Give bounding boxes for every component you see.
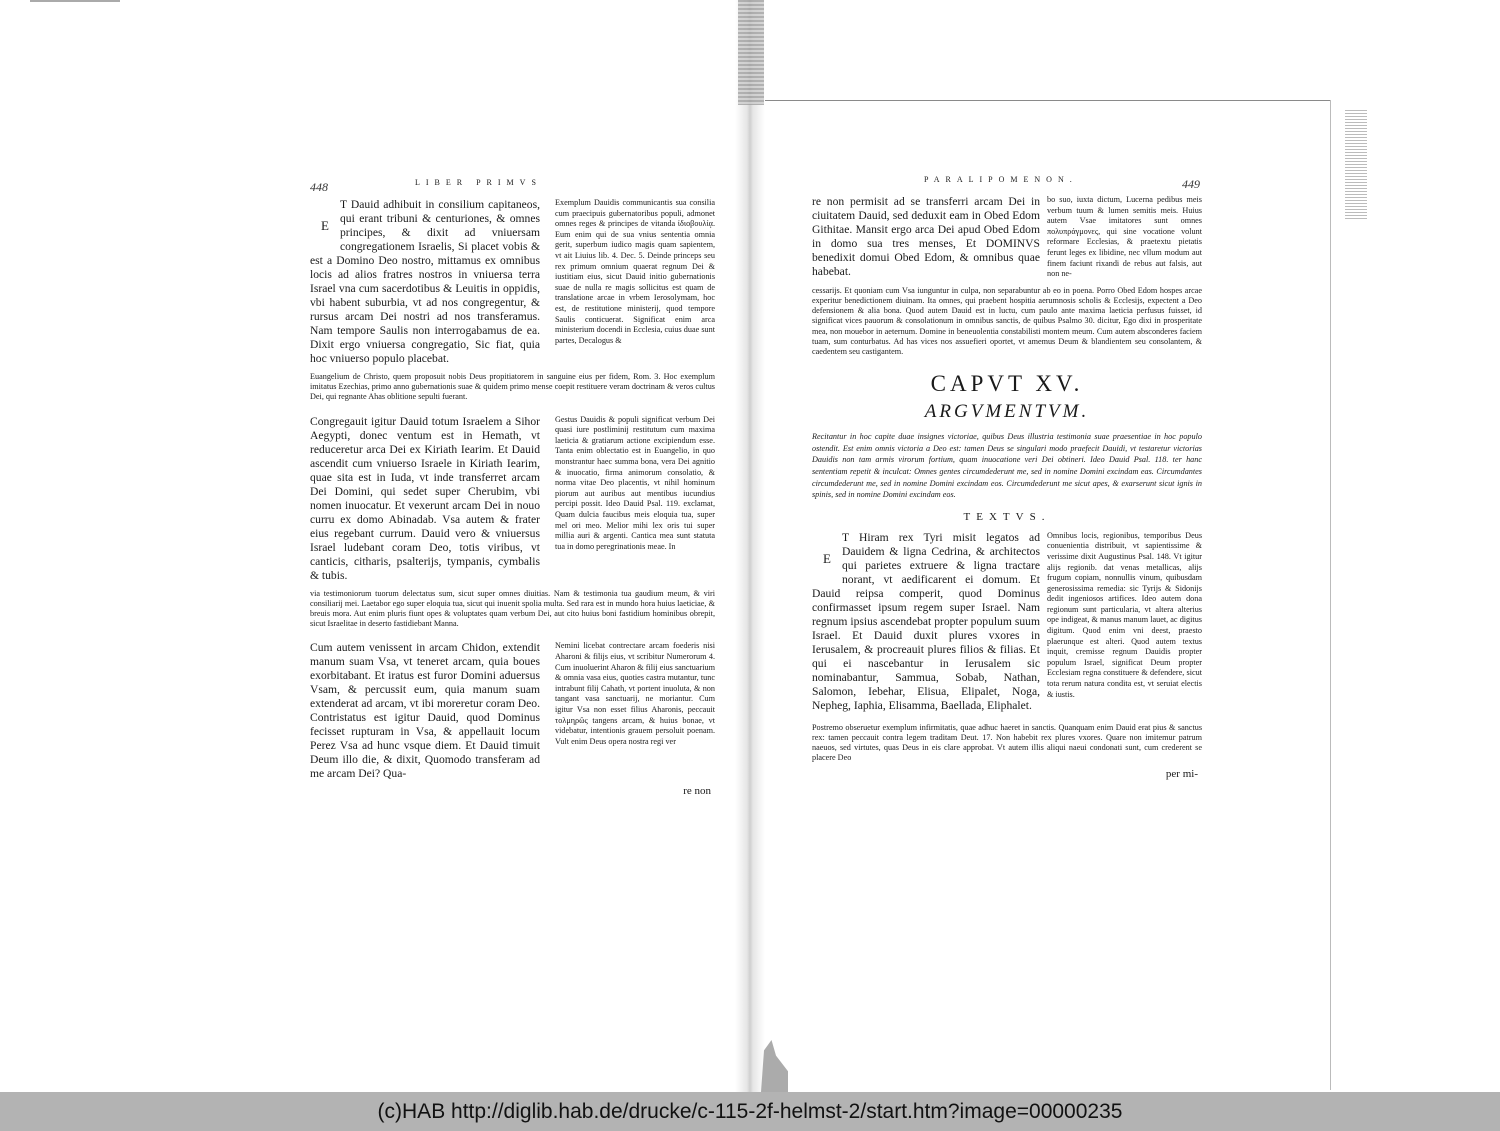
left-block-1-main-text: [310, 198, 540, 366]
copyright-footer: [0, 1092, 1500, 1131]
left-block-3-main: Cum autem venissent in arcam Chidon, extendit manum suam Vsa, vt teneret arcam, quia boues exorbitabant. Et iratus est furor Domini aduersus Vsam, & percussit eum, quia manum suam extenderat ad arcam, vt ibi moreretur coram Deo. Contristatus est igitur Dauid, quod Dominus fecisset rupturam in Vsa, & appellauit locum Perez Vsa ad hunc vsque diem. Et Dauid timuit Deum illo die, & dixit, Quomodo transferam ad me arcam Dei? Qua-: [310, 641, 540, 781]
right-running-head: [812, 175, 1202, 189]
argumentum-text: Recitantur in hoc capite duae insignes victoriae, quibus Deus illustria testimonia suae praesentiae in hoc populo ostendit. Est enim omnis victoria a Deo est: tamen Deus se singulari modo praefecit Dauidi, vt testaretur victorias Dauidis non tam armis virorum fortium, quam inuocatione veri Dei obtineri. Ideo Dauid Psal. 118. ter hanc sententiam repetit & inculcat: Omnes gentes circumdederunt me, sed in nomine Domini excindam eas. Circumdantes circumdederunt me, sed in nomine Domini excindam eos. Circumdederunt me sicut apes, & exarserunt sicut ignis in spinis, sed in nomine Domini excindam eos.: [812, 432, 1202, 500]
book-gutter: [735, 0, 765, 1092]
left-block-1-main: T Dauid adhibuit in consilium capitaneos, qui erant tribuni & centuriones, & omnes principes, & dixit ad vniuersam congregationem Israelis, Si placet vobis & est a Domino Deo nostro, mittamus ex omnibus locis ad alios fratres nostros in vniuersa terra Israel vna cum sacerdotibus & Leuitis in oppidis, vbi habent suburbia, vt ad nos congregentur, & rursus arcam Dei nostri ad nos transferamus. Nam tempore Saulis non interrogabamus de ea. Dixit ergo vniuersa congregatio, Sic fiat, quia hoc vniuerso populo placebat.: [310, 198, 540, 365]
left-block-2-commentary: Gestus Dauidis & populi significat verbum Dei quasi iure postliminij restitutum cum maxima laeticia & gratiarum actione excipiendum esse. Tanta enim oblectatio est in Euangelio, in quo monstrantur haec summa bona, vera Dei agnitio & inuocatio, firma animorum consolatio, & norma vitae Deo placentis, vt nihil hominum piorum aut auribus aut mentibus iucundius percipi possit. Ideo Dauid Psal. 119. exclamat, Quam dulcia faucibus meis eloquia tua, super mel ori meo. Melior mihi lex oris tui super millia auri & argenti. Cantica mea sunt statuta tua in domo peregrinationis meae. In: [555, 414, 715, 551]
copyright-url-text: (c)HAB http://diglib.hab.de/drucke/c-115-2f-helmst-2/start.htm?image=00000235: [377, 1099, 1123, 1123]
right-block-1: [812, 195, 1202, 280]
left-block-1-commentary-continued: Euangelium de Christo, quem proposuit nobis Deus propitiatorem in sanguine eius per fidem, Rom. 3. Hoc exemplum imitatus Ezechias, primo anno gubernationis suae & quidem primo mense coepit restituere veram doctrinam & veros cultus Dei, qui regnante Ahas oblitione sepulti fuerant.: [310, 372, 715, 402]
right-block-2-main-text: [812, 531, 1040, 713]
left-block-2-commentary-continued: via testimoniorum tuorum delectatus sum, sicut super omnes diuitias. Nam & testimonia tua gaudium meum, & viri consiliarij mei. Laetabor ego super eloquia tua, sicut qui inuenit spolia multa. Sed rara est in mundo hora huius laeticiae, & breuis mora. Aut enim pluris fiunt opes & voluptates quam verbum Dei, aut cito huius boni fastidium hominibus obrepit, sicut Israelitae in deserto fastidiebant Manna.: [310, 588, 715, 629]
right-block-1-commentary-continued: cessarijs. Et quoniam cum Vsa iunguntur in culpa, non separabuntur ab eo in poena. Porro Obed Edom hospes arcae experitur benedictionem diuinam. Ita omnes, qui praebent hospitia aerumnosis scholis & Ecclesijs, expectent a Deo defensionem & alia bona. Quod autem Dauid est in luctu, cum paulo ante maxima laeticia perfusus fuisset, id significat vices pauorum & consolationum in omnibus sanctis, de quibus Psalmo 30. dicitur, Ego dixi in prosperitate mea, non mouebor in aeternum. Domine in beneuolentia constabilisti montem meum. Cum autem absconderes faciem tuam, sum conturbatus. Ad has vices nos assuefieri oportet, vt amemus Deum & blandientem seu consolantem, & caedentem seu castigantem.: [812, 285, 1202, 356]
left-catchword: re non: [683, 785, 711, 798]
page-edge-top: [765, 100, 1330, 101]
left-page: [310, 178, 715, 797]
left-block-2: [310, 415, 715, 583]
right-block-2-main: T Hiram rex Tyri misit legatos ad Dauidem & ligna Cedrina, & architectos qui parietes extruere & ligna tractare norant, vt aedificarent ei domum. Et Dauid reipsa comperit, quod Dominus confirmasset ipsum regem super Israel. Nam regnum ipsius ascendebat propter populum suum Israel. Et Dauid duxit plures vxores in Ierusalem, & procreauit plures filios & filias. Et qui ei nascebantur in Ierusalem sic nominabantur, Sammua, Sobab, Nathan, Salomon, Iebehar, Elisua, Elipalet, Noga, Nepheg, Iaphia, Elisamma, Baellada, Eliphalet.: [812, 530, 1040, 712]
scan-edge-mark: [30, 0, 120, 2]
argumentum-heading: ARGVMENTVM.: [924, 401, 1090, 423]
right-closing-commentary: Postremo obseruetur exemplum infirmitatis, quae adhuc haeret in sanctis. Quanquam enim Dauid erat pius & sanctus rex: tamen peccauit contra legem traditam Deut. 17. Non habebit rex plures vxores. Quare non imitemur patrum naeuos, sed virtutes, quas Deus in eis clare approbat. Vt autem illis aliqui naeui condonati sunt, cum crederent se placere Deo: [812, 722, 1202, 763]
left-block-3: [310, 641, 715, 781]
left-running-title: LIBER PRIMVS: [415, 178, 542, 187]
right-block-2-commentary: Omnibus locis, regionibus, temporibus Deus conuenientia distribuit, vt sapientissime & verissime dixit Augustinus Psal. 148. Vt igitur alijs regionib. dat venas metallicas, alijs frugum copiam, nonnullis vinum, quibusdam generosissima remedia: sic Tyrijs & Sidonijs dedit ingeniosos artifices. Ideo autem dona regionum sunt particularia, vt altera alterius ope indigeat, & manus manum lauet, ac digitus digitum. Quod enim vni deest, praesto plaerunque est alteri. Quod autem textus inquit, cremisse regnum Dauidis propter populum Israel, significat Deum propter Ecclesiam regna constituere & defendere, sicut tota rerum natura condita est, vt seruiat electis & iustis.: [1047, 530, 1202, 699]
right-block-1-commentary: bo suo, iuxta dictum, Lucerna pedibus meis verbum tuum & lumen semitis meis. Huius autem Vsae imitatores sunt omnes πολυπράγμονες, qui sine vocatione volunt reformare Ecclesias, & praetextu pietatis ferunt leges ex libidine, nec vllum modum aut finem faciunt rixandi de rebus aut falsis, aut non ne-: [1047, 195, 1202, 279]
left-block-2-main: Congregauit igitur Dauid totum Israelem a Sihor Aegypti, donec ventum est in Hemath, vt reduceretur arca Dei ex Kiriath Iearim. Et Dauid ascendit cum vniuerso Israele in Kiriath Iearim, quae sita est in Iuda, vt inde transferret arcam Dei Domini, qui sedet super Cherubim, vbi nomen inuocatur. Et vexerunt arcam Dei in nouo curru ex domo Abinadab. Vsa autem & frater eius regebant currum. Dauid vero & vniuersus Israel ludebant coram Deo, totis viribus, vt canticis, citharis, psalterijs, tympanis, cymbalis & tubis.: [310, 414, 540, 582]
left-running-head: [310, 178, 715, 192]
left-page-number: 448: [310, 180, 328, 194]
drop-cap-initial: E: [823, 550, 831, 566]
chapter-heading: CAPVT XV.: [930, 371, 1084, 397]
page-edge-speckle: [1345, 110, 1367, 220]
page-edge-right: [1330, 100, 1331, 1090]
right-block-1-main: re non permisit ad se transferri arcam Dei in ciuitatem Dauid, sed deduxit eam in Obed Edom Githitae. Mansit ergo arca Dei apud Obed Edom in domo sua tres menses, Et DOMINVS benedixit domui Obed Edom, & omnibus quae habebat.: [812, 195, 1040, 278]
right-running-title: PARALIPOMENON.: [924, 175, 1078, 184]
right-catchword: per mi-: [1165, 767, 1198, 780]
right-block-2: [812, 531, 1202, 713]
drop-cap-initial: E: [321, 218, 329, 233]
left-block-1-commentary: Exemplum Dauidis communicantis sua consilia cum praecipuis gubernatoribus populi, admonet omnes reges & principes de vitanda ἰδιοβουλίᾳ. Eum enim qui de sua vnius sententia omnia gerit, superbum iudico magis quam sapientem, vt ait Liuius lib. 4. Dec. 5. Deinde princeps seu rex primum omnium quaerat regnum Dei & iustitiam eius, sicut Dauid initio gubernationis suae de nulla re magis sollicitus est quam de translatione arcae in vrbem Ierosolymam, hoc est, de restitutione ministerij, quod tempore Saulis conticuerat. Significat enim arca ministerium docendi in Ecclesia, cuius duae sunt partes, Decalogus &: [555, 198, 715, 345]
textus-heading: TEXTVS.: [963, 510, 1051, 523]
gutter-shadow-top: [738, 0, 764, 105]
right-page: [812, 175, 1202, 780]
left-block-3-commentary: Nemini licebat contrectare arcam foederis nisi Aharoni & filijs eius, vt scribitur Numerorum 4. Cum inuoluerint Aharon & filij eius sanctuarium & omnia vasa eius, quoties castra mutantur, tunc intrabunt filij Cahath, vt portent inuoluta, & non tangant vasa sanctuarij, ne moriantur. Cum igitur Vsa non esset filius Aharonis, peccauit τολμηρῶς tangens arcam, & huius bonae, vt videbatur, intentionis grauem persoluit poenam. Vult enim Deus opera nostra regi ver: [555, 641, 715, 746]
left-block-1: [310, 198, 715, 366]
right-page-number: 449: [1182, 177, 1200, 191]
